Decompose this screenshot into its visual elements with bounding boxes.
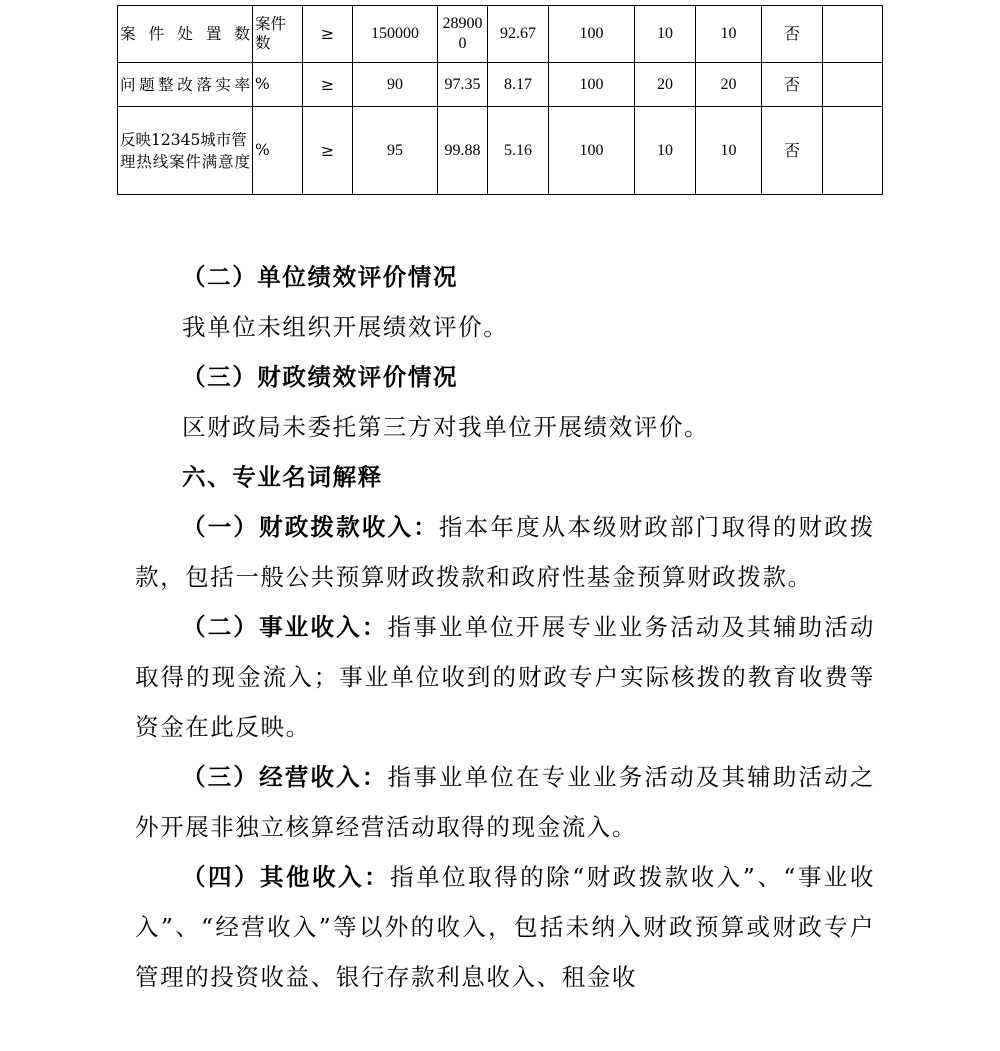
indicator-full: 100 — [549, 107, 635, 195]
document-body — [135, 252, 875, 1002]
indicator-comparator: ≥ — [303, 63, 353, 107]
table-row — [118, 107, 883, 195]
indicator-flag: 否 — [762, 63, 823, 107]
indicator-flag: 否 — [762, 107, 823, 195]
indicator-full: 100 — [549, 63, 635, 107]
fiscal-eval-heading: （三）财政绩效评价情况 — [182, 363, 459, 391]
unit-eval-heading: （二）单位绩效评价情况 — [182, 263, 459, 291]
glossary-term: （一）财政拨款收入： — [182, 513, 439, 541]
indicator-target: 95 — [353, 107, 438, 195]
glossary-term: （四）其他收入： — [182, 863, 391, 891]
unit-eval-text: 我单位未组织开展绩效评价。 — [182, 313, 509, 341]
glossary-term: （三）经营收入： — [182, 763, 388, 791]
indicator-name: 案件处置数 — [118, 6, 253, 63]
performance-indicator-table — [117, 5, 883, 195]
indicator-comparator: ≥ — [303, 6, 353, 63]
fiscal-eval-text: 区财政局未委托第三方对我单位开展绩效评价。 — [182, 413, 710, 441]
indicator-rate: 8.17 — [488, 63, 549, 107]
glossary-term: （二）事业收入： — [182, 613, 388, 641]
indicator-weight: 10 — [635, 107, 696, 195]
glossary-definition: 指事业单位在专业业务活动及其辅助活动之外开展非独立核算经营活动取得的现金流入。 — [135, 763, 875, 841]
indicator-unit: % — [253, 63, 303, 107]
indicator-score: 10 — [696, 6, 762, 63]
indicator-name: 反映12345城市管理热线案件满意度 — [118, 107, 253, 195]
indicator-rate: 5.16 — [488, 107, 549, 195]
indicator-weight: 20 — [635, 63, 696, 107]
indicator-rate: 92.67 — [488, 6, 549, 63]
indicator-unit: % — [253, 107, 303, 195]
indicator-name: 问题整改落实率 — [118, 63, 253, 107]
indicator-actual: 289000 — [438, 6, 488, 63]
indicator-flag: 否 — [762, 6, 823, 63]
glossary-item — [135, 502, 875, 602]
indicator-actual: 97.35 — [438, 63, 488, 107]
indicator-target: 90 — [353, 63, 438, 107]
indicator-note — [823, 6, 883, 63]
glossary-heading: 六、专业名词解释 — [182, 463, 383, 491]
table-row — [118, 6, 883, 63]
indicator-full: 100 — [549, 6, 635, 63]
indicator-weight: 10 — [635, 6, 696, 63]
glossary-definition: 指本年度从本级财政部门取得的财政拨款，包括一般公共预算财政拨款和政府性基金预算财政拨款。 — [135, 513, 876, 591]
indicator-actual: 99.88 — [438, 107, 488, 195]
indicator-unit: 案件数 — [253, 6, 303, 63]
table-row — [118, 63, 883, 107]
glossary-item — [135, 752, 875, 852]
indicator-note — [823, 63, 883, 107]
indicator-score: 10 — [696, 107, 762, 195]
indicator-comparator: ≥ — [303, 107, 353, 195]
glossary-item — [135, 602, 875, 752]
indicator-score: 20 — [696, 63, 762, 107]
indicator-note — [823, 107, 883, 195]
glossary-definition: 指单位取得的除“财政拨款收入”、“事业收入”、“经营收入”等以外的收入，包括未纳入财政预算或财政专户管理的投资收益、银行存款利息收入、租金收 — [135, 863, 875, 991]
glossary-definition: 指事业单位开展专业业务活动及其辅助活动取得的现金流入；事业单位收到的财政专户实际核拨的教育收费等资金在此反映。 — [135, 613, 875, 741]
indicator-target: 150000 — [353, 6, 438, 63]
glossary-item — [135, 852, 875, 1002]
